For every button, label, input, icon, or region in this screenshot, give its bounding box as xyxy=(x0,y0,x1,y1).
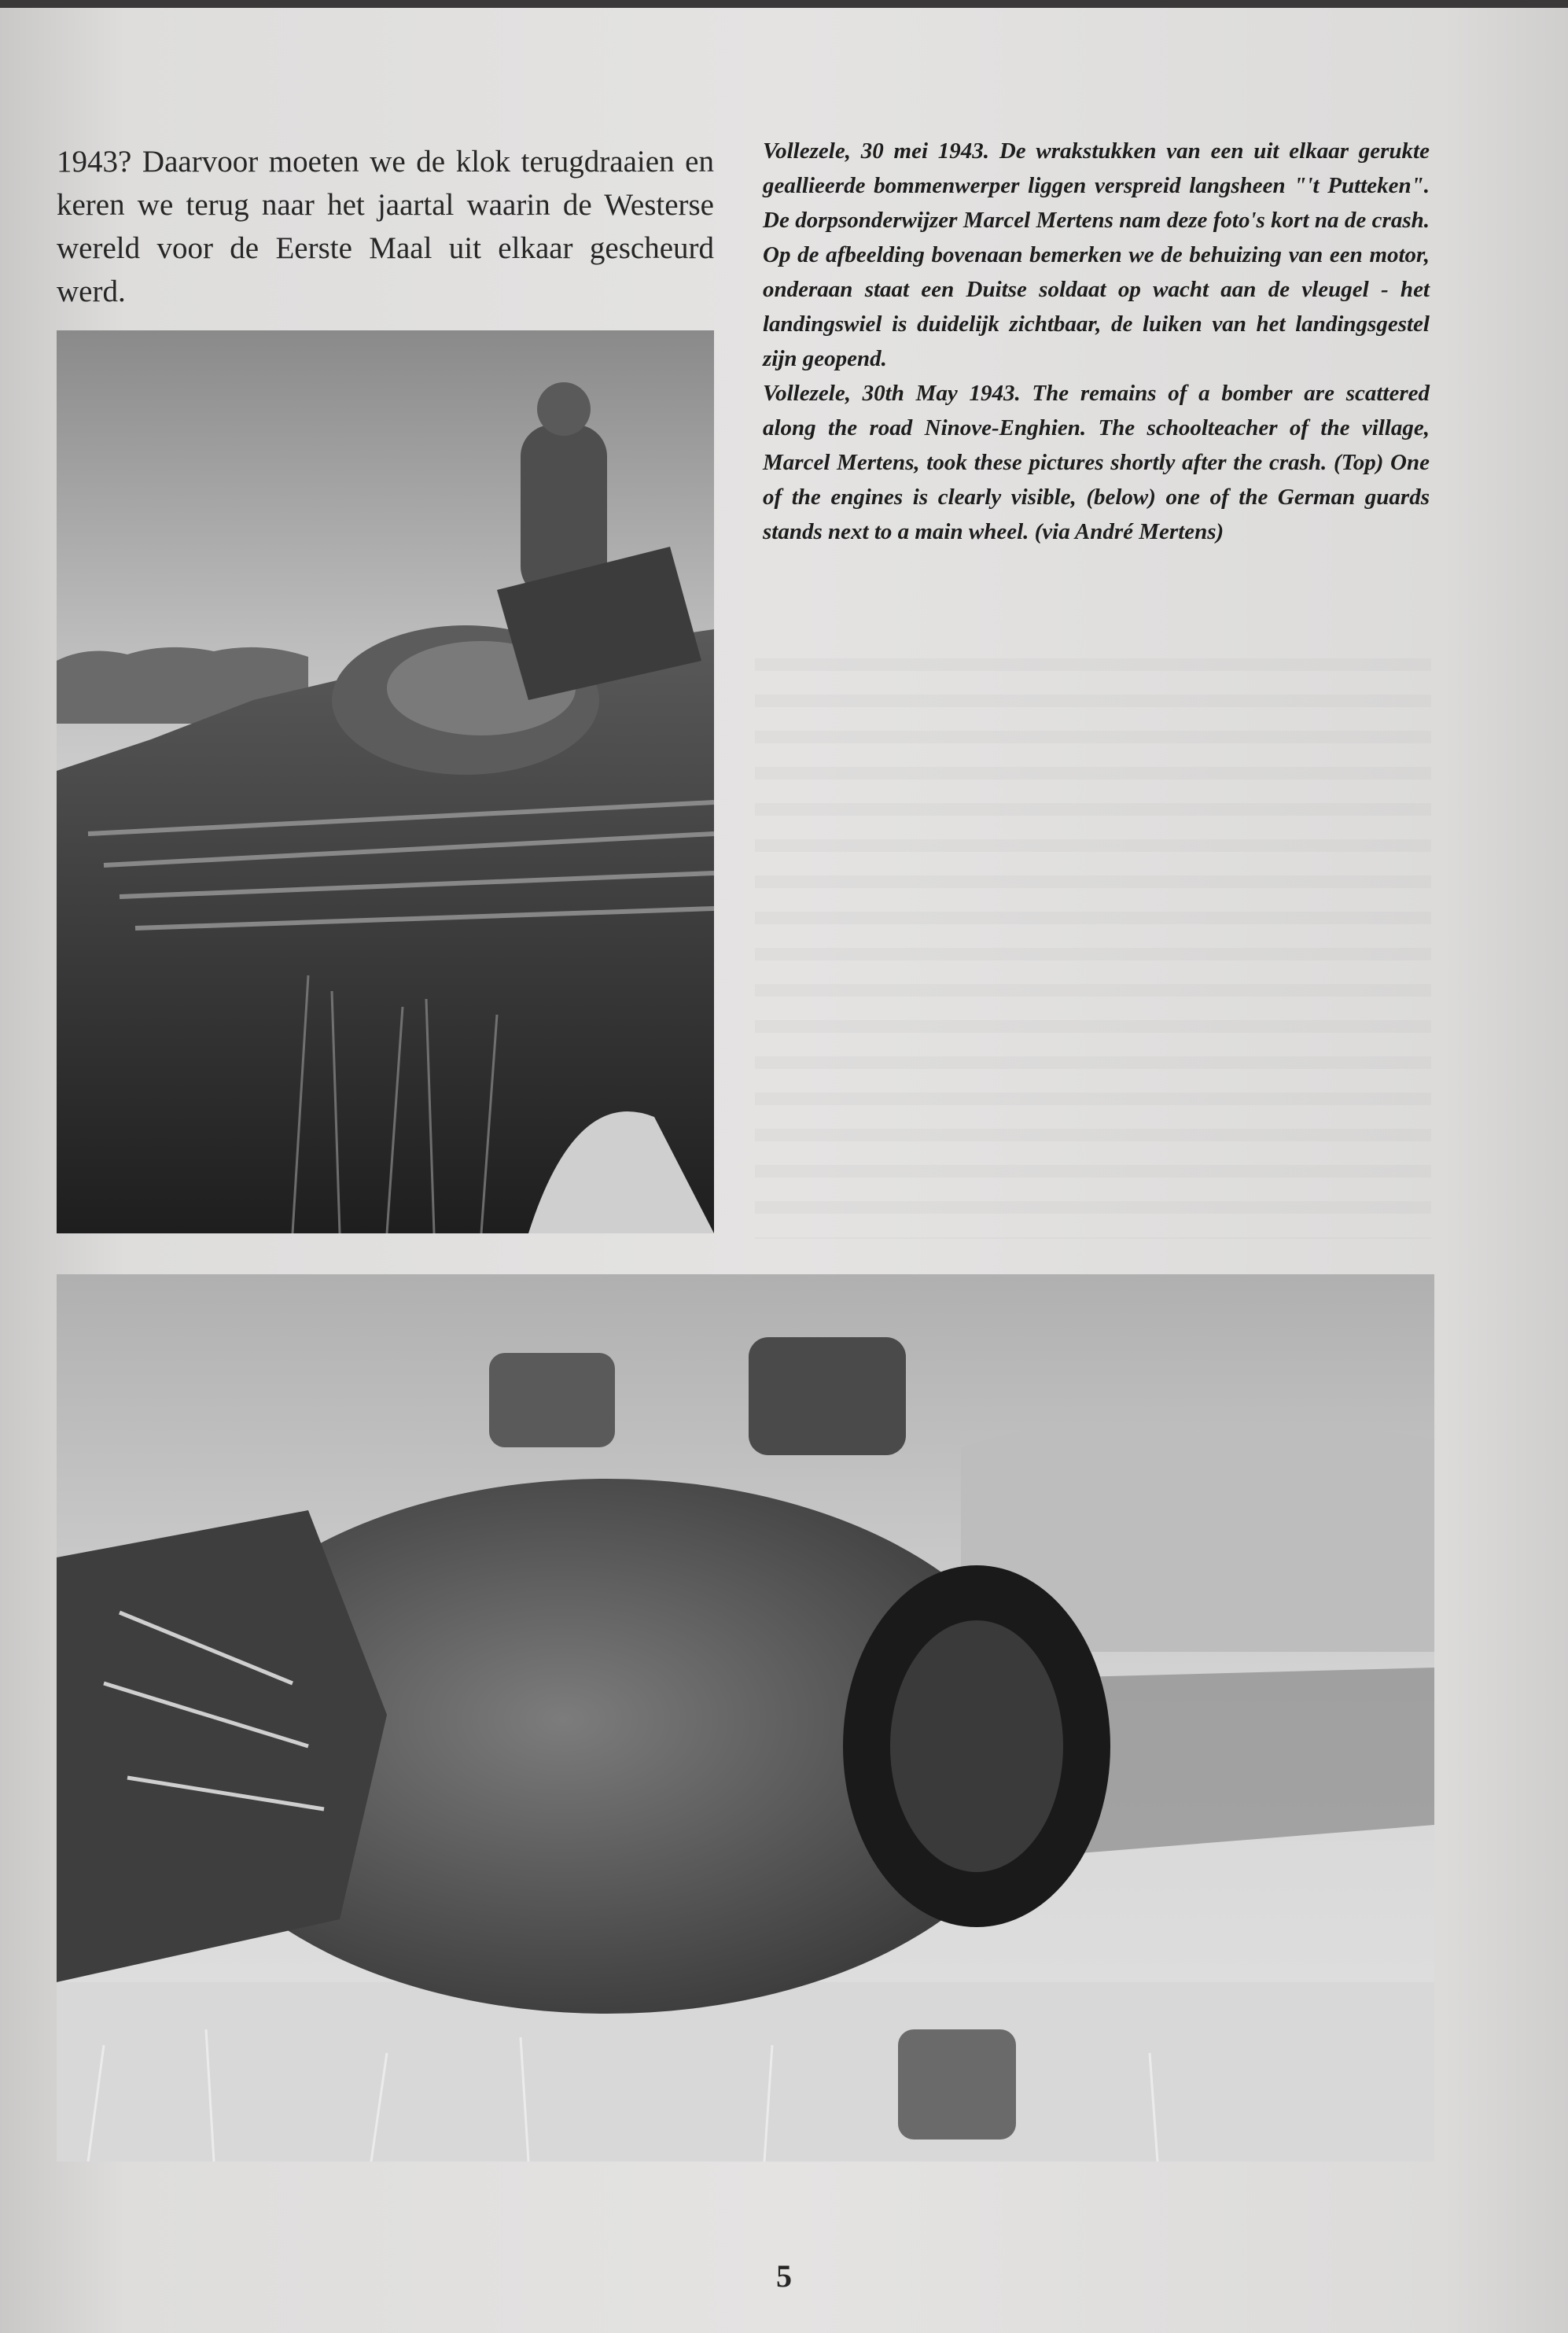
photo-engine-wreck xyxy=(57,1274,1434,2162)
caption-english: Vollezele, 30th May 1943. The remains of a bomber are scattered along the road Ninove-Enghien. The schoolteacher of the village, Marcel Mertens, took these pictures shortly after the crash. (Top) One of the engines is clearly visible, (below) one of the German guards stands next to a main wheel. (via André Mertens) xyxy=(763,381,1430,544)
body-paragraph: 1943? Daarvoor moeten we de klok terugdraaien en keren we terug naar het jaartal waarin de Westerse wereld voor de Eerste Maal uit elkaar gescheurd werd. xyxy=(57,145,714,308)
caption-dutch: Vollezele, 30 mei 1943. De wrakstukken van een uit elkaar gerukte geallieerde bommenwerper liggen verspreid langsheen "'t Putteken". De dorpsonderwijzer Marcel Mertens nam deze foto's kort na de crash. Op de afbeelding bovenaan bemerken we de behuizing van een motor, onderaan staat een Duitse soldaat op wacht aan de vleugel - het landingswiel is duidelijk zichtbaar, de luiken van het landingsgestel zijn geopend. xyxy=(763,138,1430,371)
page-number: 5 xyxy=(776,2258,792,2294)
photo-caption xyxy=(763,134,1430,549)
show-through-text xyxy=(755,641,1431,1239)
page-top-edge xyxy=(0,0,1568,8)
photo-wreck-guard xyxy=(57,330,714,1233)
